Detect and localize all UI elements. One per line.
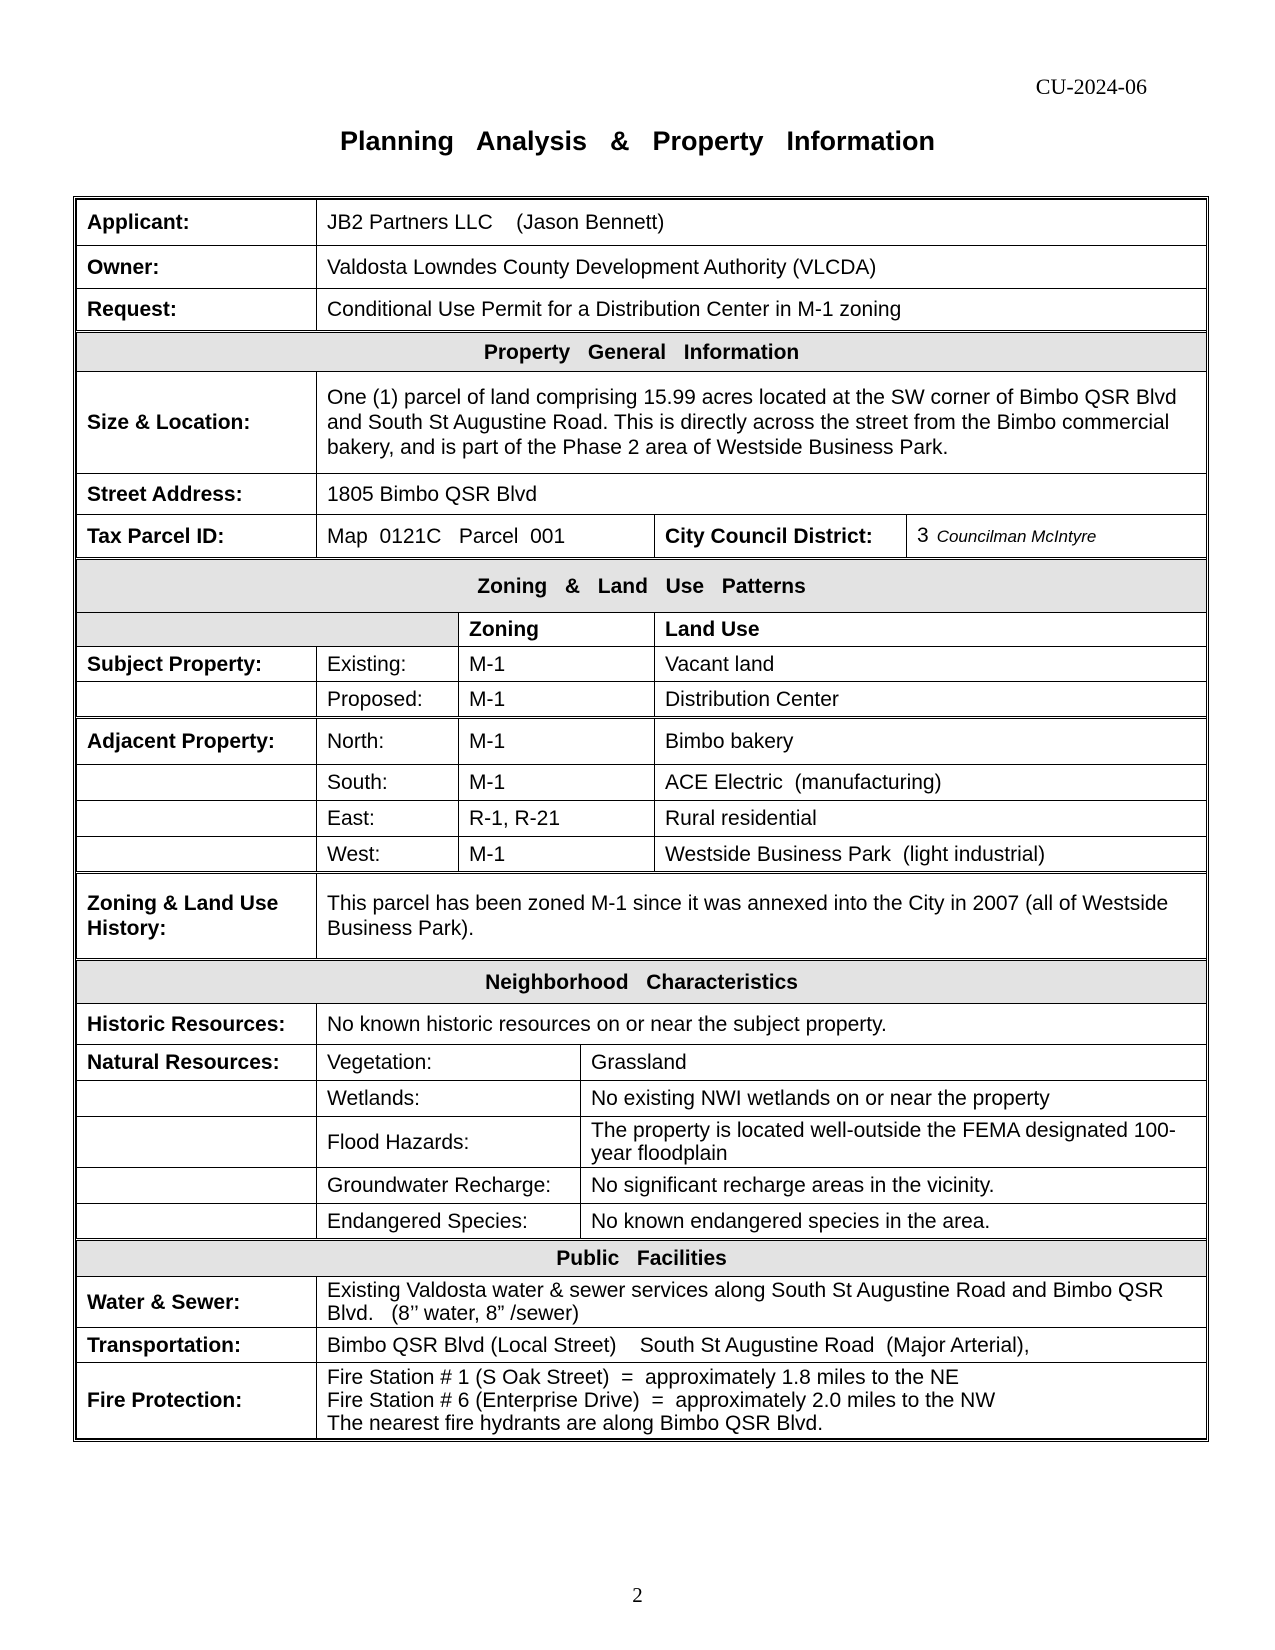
fire-line: Fire Station # 6 (Enterprise Drive) = approximately 2.0 miles to the NW xyxy=(327,1389,996,1412)
section-zoning-heading: Zoning & Land Use Patterns xyxy=(77,559,1207,613)
water-sewer-label: Water & Sewer: xyxy=(77,1277,317,1328)
empty-label-cell xyxy=(77,1168,317,1204)
section-general-heading: Property General Information xyxy=(77,332,1207,372)
adjacent-zoning: R-1, R-21 xyxy=(459,801,655,837)
subject-property-label: Subject Property: xyxy=(77,647,317,682)
summary-block xyxy=(77,200,1207,332)
page-number: 2 xyxy=(632,1583,643,1607)
section-neighborhood-heading: Neighborhood Characteristics xyxy=(77,960,1207,1004)
adjacent-dir: East: xyxy=(317,801,459,837)
subject-land-use: Distribution Center xyxy=(655,682,1207,718)
empty-label-cell xyxy=(77,801,317,837)
fire-protection-label: Fire Protection: xyxy=(77,1363,317,1439)
natural-item: Vegetation: xyxy=(317,1045,581,1081)
empty-label-cell xyxy=(77,1117,317,1168)
street-address-value: 1805 Bimbo QSR Blvd xyxy=(317,474,1207,515)
council-district-number: 3 xyxy=(917,524,929,547)
fire-line: The nearest fire hydrants are along Bimbo QSR Blvd. xyxy=(327,1412,824,1435)
adjacent-dir: South: xyxy=(317,765,459,801)
empty-label-cell xyxy=(77,682,317,718)
adjacent-zoning: M-1 xyxy=(459,765,655,801)
adjacent-land-use: Bimbo bakery xyxy=(655,718,1207,765)
water-sewer-value: Existing Valdosta water & sewer services along South St Augustine Road and Bimbo QSR Blvd. (8’’ water, 8” /sewer) xyxy=(317,1277,1207,1328)
natural-item: Groundwater Recharge: xyxy=(317,1168,581,1204)
subject-land-use: Vacant land xyxy=(655,647,1207,682)
street-address-label: Street Address: xyxy=(77,474,317,515)
adjacent-block xyxy=(77,718,1207,873)
empty-label-cell xyxy=(77,1081,317,1117)
applicant-label: Applicant: xyxy=(77,200,317,246)
natural-item: Endangered Species: xyxy=(317,1204,581,1240)
zoning-col-header: Zoning xyxy=(459,613,655,647)
facilities-block xyxy=(77,1240,1207,1439)
historic-resources-label: Historic Resources: xyxy=(77,1004,317,1045)
adjacent-land-use: Rural residential xyxy=(655,801,1207,837)
adjacent-dir: North: xyxy=(317,718,459,765)
size-location-value: One (1) parcel of land comprising 15.99 acres located at the SW corner of Bimbo QSR Blvd and South St Augustine Road. This is directly across the street from the Bimbo commercial bakery, and is part of the Phase 2 area of Westside Business Park. xyxy=(317,372,1207,474)
owner-label: Owner: xyxy=(77,246,317,289)
council-member: Councilman McIntyre xyxy=(936,527,1097,546)
history-block xyxy=(77,873,1207,960)
historic-resources-value: No known historic resources on or near the subject property. xyxy=(317,1004,1207,1045)
adjacent-dir: West: xyxy=(317,837,459,873)
owner-value: Valdosta Lowndes County Development Authority (VLCDA) xyxy=(317,246,1207,289)
adjacent-property-label: Adjacent Property: xyxy=(77,718,317,765)
zoning-block xyxy=(77,559,1207,718)
neighborhood-block xyxy=(77,960,1207,1240)
adjacent-land-use: Westside Business Park (light industrial) xyxy=(655,837,1207,873)
natural-resources-label: Natural Resources: xyxy=(77,1045,317,1081)
section-facilities-heading: Public Facilities xyxy=(77,1240,1207,1277)
natural-value: No existing NWI wetlands on or near the property xyxy=(581,1081,1207,1117)
empty-label-cell xyxy=(77,837,317,873)
land-use-col-header: Land Use xyxy=(655,613,1207,647)
fire-protection-value xyxy=(317,1363,1207,1439)
history-value: This parcel has been zoned M-1 since it was annexed into the City in 2007 (all of Westside Business Park). xyxy=(317,873,1207,960)
council-district-label: City Council District: xyxy=(655,515,907,559)
subject-zoning: M-1 xyxy=(459,682,655,718)
request-value: Conditional Use Permit for a Distribution Center in M-1 zoning xyxy=(317,289,1207,332)
empty-label-cell xyxy=(77,1204,317,1240)
transportation-label: Transportation: xyxy=(77,1328,317,1363)
subject-dir: Proposed: xyxy=(317,682,459,718)
adjacent-zoning: M-1 xyxy=(459,837,655,873)
empty-label-cell xyxy=(77,765,317,801)
history-label: Zoning & Land Use History: xyxy=(77,873,317,960)
natural-value: The property is located well-outside the FEMA designated 100-year floodplain xyxy=(581,1117,1207,1168)
property-info-table xyxy=(73,196,1209,1442)
zoning-header-blank xyxy=(77,613,459,647)
subject-zoning: M-1 xyxy=(459,647,655,682)
case-number: CU-2024-06 xyxy=(1035,74,1147,99)
adjacent-land-use: ACE Electric (manufacturing) xyxy=(655,765,1207,801)
natural-value: No significant recharge areas in the vicinity. xyxy=(581,1168,1207,1204)
adjacent-zoning: M-1 xyxy=(459,718,655,765)
applicant-value: JB2 Partners LLC (Jason Bennett) xyxy=(317,200,1207,246)
natural-value: No known endangered species in the area. xyxy=(581,1204,1207,1240)
natural-item: Wetlands: xyxy=(317,1081,581,1117)
subject-dir: Existing: xyxy=(317,647,459,682)
transportation-value: Bimbo QSR Blvd (Local Street) South St Augustine Road (Major Arterial), xyxy=(317,1328,1207,1363)
general-info-block xyxy=(77,332,1207,559)
request-label: Request: xyxy=(77,289,317,332)
fire-line: Fire Station # 1 (S Oak Street) = approximately 1.8 miles to the NE xyxy=(327,1366,960,1389)
tax-parcel-value: Map 0121C Parcel 001 xyxy=(317,515,655,559)
natural-item: Flood Hazards: xyxy=(317,1117,581,1168)
council-district-value xyxy=(907,515,1207,559)
tax-parcel-label: Tax Parcel ID: xyxy=(77,515,317,559)
natural-value: Grassland xyxy=(581,1045,1207,1081)
page-title: Planning Analysis & Property Information xyxy=(339,126,936,156)
size-location-label: Size & Location: xyxy=(77,372,317,474)
